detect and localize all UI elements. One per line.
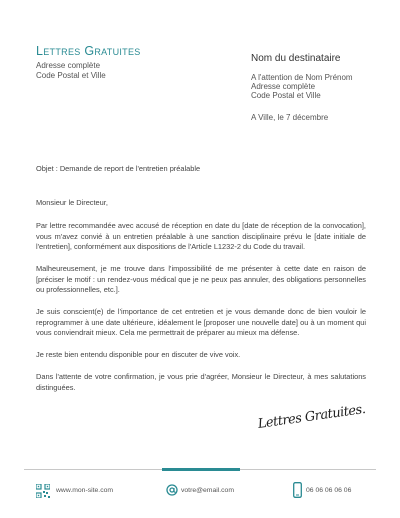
handwritten-signature: Lettres Gratuites. [256, 401, 367, 432]
body-paragraph-3: Je suis conscient(e) de l'importance de cet entretien et je vous demande donc de bien vouloir le reprogrammer à une date ultérieure, idéalement le [proposer une nouvelle date] ou à un moment qui vous conviendrait mieux. Cela me permettrait de préparer au mieux ma défense. [36, 307, 366, 338]
footer-accent-bar [162, 468, 240, 471]
at-sign-icon [166, 484, 178, 496]
letter-date: A Ville, le 7 décembre [251, 113, 329, 122]
letter-subject: Objet : Demande de report de l'entretien préalable [36, 164, 201, 173]
letter-salutation: Monsieur le Directeur, [36, 198, 108, 207]
body-paragraph-5: Dans l'attente de votre confirmation, je vous prie d'agréer, Monsieur le Directeur, à mes salutations distinguées. [36, 372, 366, 392]
sender-name: Lettres Gratuites [36, 44, 141, 58]
sender-city: Code Postal et Ville [36, 71, 106, 80]
footer-phone[interactable]: 06 06 06 06 06 [306, 487, 352, 494]
qr-code-icon [36, 484, 50, 498]
body-paragraph-2: Malheureusement, je me trouve dans l'impossibilité de me présenter à cette date en raison de [préciser le motif : un rendez-vous médical que je ne peux pas annuler, des obligations personnelles ou professionnelles, etc.]. [36, 264, 366, 295]
recipient-attention: A l'attention de Nom Prénom [251, 73, 353, 82]
recipient-address: Adresse complète [251, 82, 316, 91]
body-paragraph-1: Par lettre recommandée avec accusé de réception en date du [date de réception de la convocation], vous m'avez convié à un entretien préalable à une sanction disciplinaire prévu le [date initiale de l'entretien], conformément aux dispositions de l'Article L1232-2 du Code du travail. [36, 221, 366, 252]
footer-website[interactable]: www.mon-site.com [56, 487, 114, 494]
recipient-city: Code Postal et Ville [251, 91, 321, 100]
phone-icon [293, 482, 302, 498]
recipient-title: Nom du destinataire [251, 53, 341, 64]
body-paragraph-4: Je reste bien entendu disponible pour en discuter de vive voix. [36, 350, 241, 359]
sender-address: Adresse complète [36, 61, 101, 70]
footer-email[interactable]: votre@email.com [181, 487, 234, 494]
